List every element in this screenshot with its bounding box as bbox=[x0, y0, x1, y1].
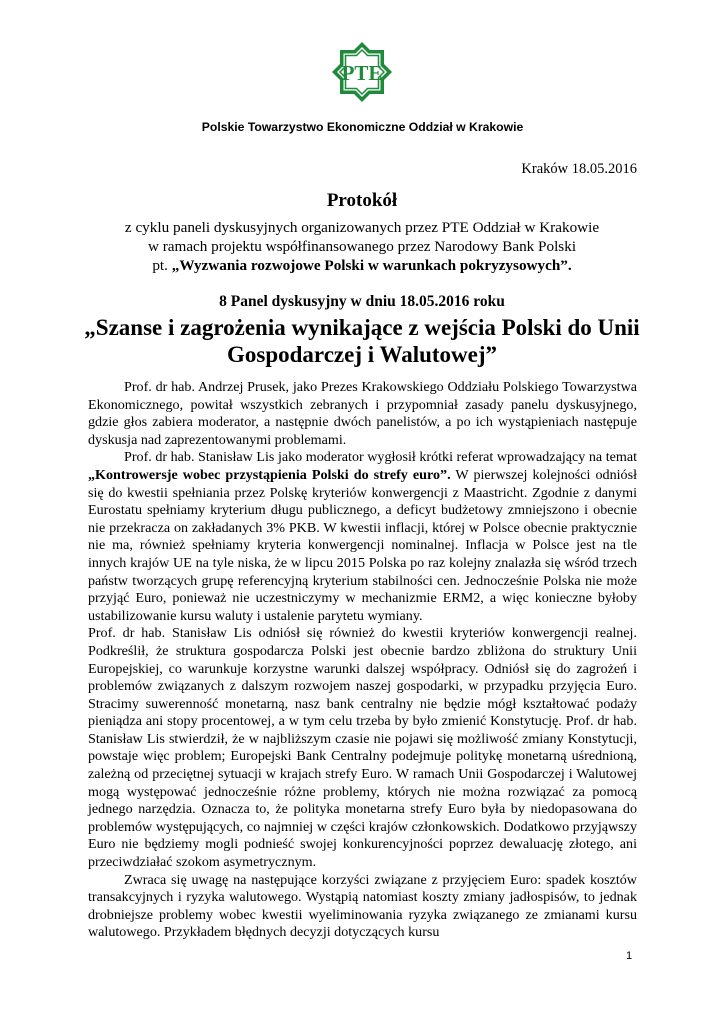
page-number: 1 bbox=[626, 950, 633, 962]
document-body bbox=[88, 379, 637, 942]
paragraph-2-rest: W pierwszej kolejności odniósł się do kwestii spełniania przez Polskę kryteriów konwergencji z Maastricht. Zgodnie z danymi Eurostatu spełniamy kryterium długu publicznego, a deficyt budżetowy zmniejszono i obecnie nie przekracza on zakładanych 3% PKB. W kwestii inflacji, której w Polsce obecnie praktycznie nie ma, również spełniamy kryteria konwergencji nominalnej. Inflacja w Polsce jest na tle innych krajów UE na tyle niska, że w lipcu 2015 Polska po raz kolejny znalazła się wśród trzech państw tworzących grupę referencyjną kryterium stabilności cen. Jednocześnie Polska nie może przyjąć Euro, ponieważ nie uczestniczymy w mechanizmie ERM2, a więc konieczne byłoby ustabilizowanie kursu waluty i ustalenie parytetu wymiany. bbox=[88, 466, 637, 624]
paragraph-2-text: Prof. dr hab. Stanisław Lis jako moderator wygłosił krótki referat wprowadzający na temat bbox=[124, 449, 637, 466]
subtitle-line-3 bbox=[60, 257, 664, 275]
paragraph-4: Zwraca się uwagę na następujące korzyści związane z przyjęciem Euro: spadek kosztów transakcyjnych i ryzyka walutowego. Wystąpią natomiast koszty zmiany jadłospisów, to jednak drobniejsze problemy wobec kwestii wyeliminowania ryzyka związanego ze zmianami kursu walutowego. Przykładem błędnych decyzji dotyczących kursu bbox=[88, 871, 637, 941]
pte-logo bbox=[330, 40, 394, 104]
paragraph-2-topic: „Kontrowersje wobec przystąpienia Polski do strefy euro”. bbox=[88, 466, 451, 483]
document-title: Protokół bbox=[326, 190, 398, 211]
organization-name: Polskie Towarzystwo Ekonomiczne Oddział w Krakowie bbox=[201, 120, 524, 134]
series-title: „Wyzwania rozwojowe Polski w warunkach pokryzysowych”. bbox=[171, 257, 572, 274]
panel-title: „Szanse i zagrożenia wynikające z wejścia Polski do Unii Gospodarczej i Walutowej” bbox=[84, 315, 640, 367]
paragraph-3: Prof. dr hab. Stanisław Lis odniósł się również do kwestii kryteriów konwergencji realnej. Podkreślił, że struktura gospodarcza Polski jest obecnie bardzo zbliżona do struktury Unii Europejskiej, co warunkuje korzystne warunki dalszej współpracy. Odniósł się do zagrożeń i problemów związanych z dalszym rozwojem naszej gospodarki, w przypadku przyjęcia Euro. Stracimy suwerenność monetarną, nasz bank centralny nie będzie mógł kształtować podaży pieniądza ani stopy procentowej, a w tym celu trzeba by było zmienić Konstytucję. Prof. dr hab. Stanisław Lis stwierdził, że w najbliższym czasie nie pojawi się możliwość zmiany Konstytucji, powstaje więc problem; Europejski Bank Centralny podejmuje politykę monetarną uśrednioną, zależną od przeciętnej sytuacji w krajach strefy Euro. W ramach Unii Gospodarczej i Walutowej mogą występować jednocześnie różne problemy, których nie można rozwiązać za pomocą jednego narzędzia. Oznacza to, że polityka monetarna strefy Euro była by niedopasowana do problemów występujących, co najmniej w części krajów członkowskich. Dodatkowo przyjąwszy Euro nie będziemy mogli podnieść swojej konkurencyjności poprzez dewaluację złotego, ani przeciwdziałać szokom asymetrycznym. bbox=[88, 625, 637, 871]
paragraph-2 bbox=[88, 449, 637, 625]
date-line: Kraków 18.05.2016 bbox=[521, 161, 637, 177]
subtitle-line-1: z cyklu paneli dyskusyjnych organizowanych przez PTE Oddział w Krakowie bbox=[124, 219, 600, 236]
panel-heading: 8 Panel dyskusyjny w dniu 18.05.2016 roku bbox=[219, 293, 505, 310]
paragraph-1: Prof. dr hab. Andrzej Prusek, jako Prezes Krakowskiego Oddziału Polskiego Towarzystwa Ekonomicznego, powitał wszystkich zebranych i przypomniał zasady panelu dyskusyjnego, gdzie głos zabiera moderator, a następnie dwóch panelistów, a po ich wystąpieniach następuje dyskusja nad zaprezentowanymi problemami. bbox=[88, 379, 637, 448]
subtitle-line-2: w ramach projektu współfinansowanego przez Narodowy Bank Polski bbox=[147, 238, 577, 255]
subtitle-prefix: pt. bbox=[152, 257, 172, 274]
logo-lettering: PTE bbox=[341, 61, 383, 85]
